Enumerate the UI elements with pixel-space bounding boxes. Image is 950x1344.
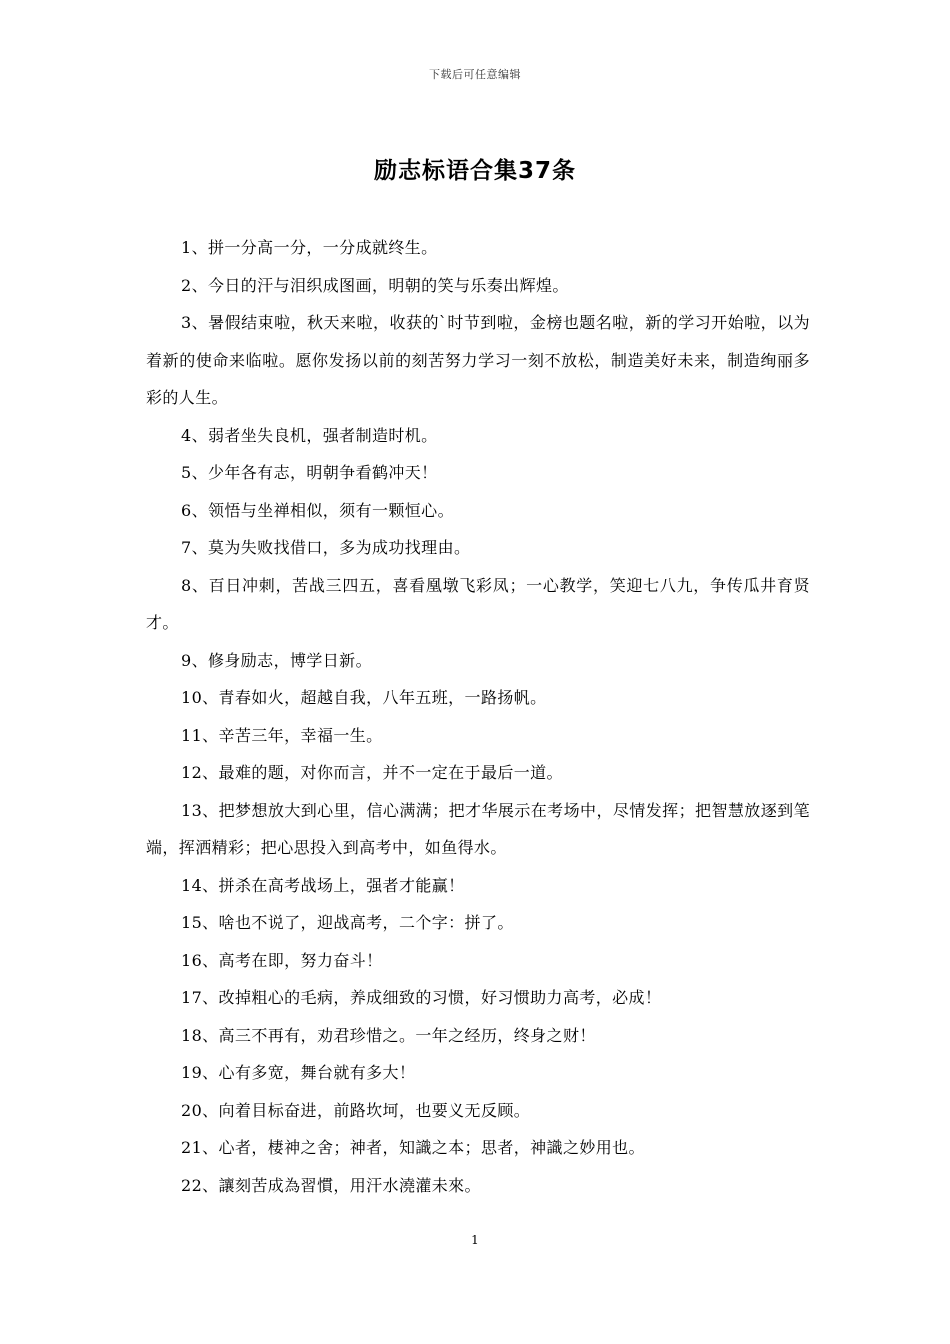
slogan-paragraph: 22、讓刻苦成為習慣，用汗水澆灌未來。 (181, 1175, 481, 1195)
slogan-paragraph: 4、弱者坐失良机，强者制造时机。 (181, 425, 438, 445)
slogan-paragraph: 18、高三不再有，劝君珍惜之。一年之经历，终身之财！ (181, 1025, 596, 1045)
slogan-paragraph: 12、最难的题，对你而言，并不一定在于最后一道。 (181, 763, 563, 782)
slogan-paragraph: 10、青春如火，超越自我，八年五班，一路扬帆。 (181, 688, 547, 707)
slogan-paragraph: 2、今日的汗与泪织成图画，明朝的笑与乐奏出辉煌。 (181, 275, 569, 295)
slogan-paragraph: 9、修身励志，博学日新。 (181, 650, 372, 670)
slogan-paragraph: 19、心有多宽，舞台就有多大！ (181, 1063, 416, 1082)
document-title: 励志标语合集37条 (373, 158, 576, 184)
slogan-paragraph: 17、改掉粗心的毛病，养成细致的习惯，好习惯助力高考，必成！ (181, 988, 662, 1007)
slogan-paragraph: 11、辛苦三年，幸福一生。 (181, 725, 383, 745)
slogan-paragraph: 15、啥也不说了，迎战高考，二个字：拼了。 (181, 913, 514, 932)
slogan-paragraph: 5、少年各有志，明朝争看鹤冲天！ (181, 463, 438, 482)
slogan-paragraph: 14、拼杀在高考战场上，强者才能赢！ (181, 875, 465, 895)
slogan-paragraph: 6、领悟与坐禅相似，须有一颗恒心。 (181, 500, 454, 520)
slogan-paragraph: 3、暑假结束啦，秋天来啦，收获的`时节到啦，金榜也题名啦，新的学习开始啦，以为着新的使命来临啦。愿你发扬以前的刻苦努力学习一刻不放松，制造美好未来，制造绚丽多彩的人生。 (146, 313, 810, 407)
page-number: 1 (471, 1233, 479, 1247)
slogan-paragraph: 1、拼一分高一分，一分成就终生。 (181, 238, 438, 257)
slogan-paragraph: 21、心者，棲神之舍；神者，知識之本；思者，神識之妙用也。 (181, 1138, 645, 1157)
slogan-paragraph: 7、莫为失败找借口，多为成功找理由。 (181, 538, 471, 557)
slogan-paragraph: 8、百日冲刺，苦战三四五，喜看凰墩飞彩凤；一心教学，笑迎七八九，争传瓜井育贤才。 (146, 575, 810, 632)
slogan-paragraph: 13、把梦想放大到心里，信心满满；把才华展示在考场中，尽情发挥；把智慧放逐到笔端，挥洒精彩；把心思投入到高考中，如鱼得水。 (146, 800, 810, 857)
document-body (146, 229, 810, 1204)
slogan-paragraph: 20、向着目标奋进，前路坎坷，也要义无反顾。 (181, 1100, 531, 1120)
slogan-paragraph: 16、高考在即，努力奋斗！ (181, 950, 383, 970)
page-header: 下载后可任意编辑 (429, 68, 521, 81)
